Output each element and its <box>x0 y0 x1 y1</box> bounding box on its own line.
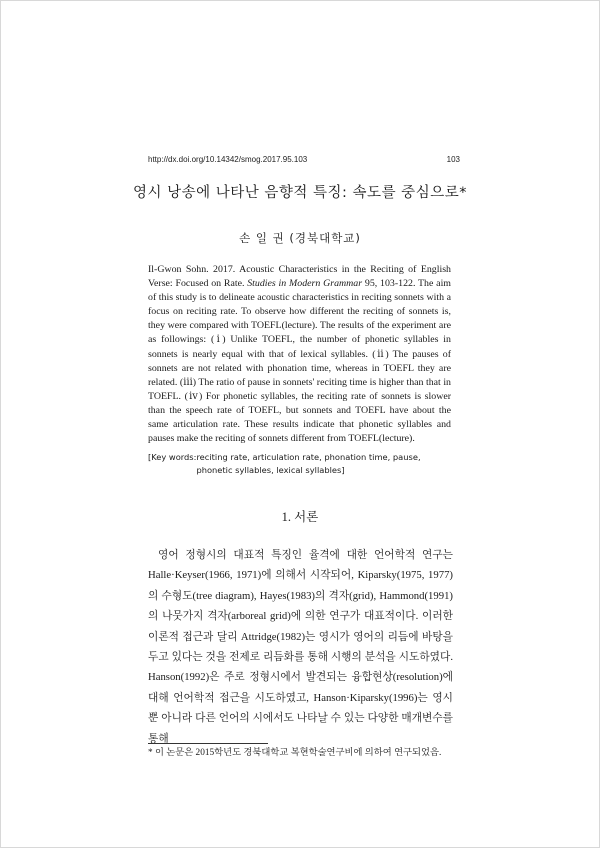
section-heading: 1. 서론 <box>281 510 319 524</box>
running-header <box>148 155 460 164</box>
abstract-citation: Il-Gwon Sohn. 2017. Acoustic Characteristics in the Reciting of English Verse: Focused on Rate. <box>148 264 451 290</box>
footnote: * 이 논문은 2015학년도 경북대학교 복현학술연구비에 의하여 연구되었음. <box>148 748 442 758</box>
page-number: 103 <box>446 155 460 164</box>
keywords-label: [Key words: <box>148 452 197 462</box>
doi-link[interactable]: http://dx.doi.org/10.14342/smog.2017.95.103 <box>148 155 308 164</box>
body-paragraph: 영어 정형시의 대표적 특징인 율격에 대한 언어학적 연구는 Halle·Keyser(1966, 1971)에 의해서 시작되어, Kiparsky(1975, 1977)의 수형도(tree diagram), Hayes(1983)의 격자(grid), Hammond(1991)의 나뭇가지 격자(arboreal grid)에 의한 연구가 대표적이다. 이러한 이론적 접근과 달리 Attridge(1982)는 영시가 영어의 리듬에 바탕을 두고 있다는 것을 전제로 리듬화를 통해 시행의 분석을 시도하였다. Hanson(1992)은 주로 정형시에서 발견되는 융합현상(resolution)에 대해 언어학적 접근을 시도하였고, Hanson·Kiparsky(1996)는 영시 뿐 아니라 다른 언어의 시에서도 나타날 수 있는 다양한 매개변수를 통해 <box>148 549 453 745</box>
author-line: 손 일 권 (경북대학교) <box>239 231 361 245</box>
paper-title: 영시 낭송에 나타난 음향적 특징: 속도를 중심으로* <box>133 185 467 201</box>
keywords-terms: reciting rate, articulation rate, phonation time, pause, phonetic syllables, lexical syllables] <box>196 452 421 475</box>
abstract <box>148 263 451 446</box>
footnote-divider <box>148 743 268 744</box>
journal-name: Studies in Modern Grammar <box>247 278 363 290</box>
abstract-body: 95, 103-122. The aim of this study is to delineate acoustic characteristics in reciting sonnets with a focus on reciting rate. To observe how different the reciting of sonnets is, they were compared with TOEFL(lecture). The results of the experiment are as followings: (ⅰ) Unlike TOEFL, the number of phonetic syllables in sonnets is nearly equal with that of lexical syllables. (ⅱ) The pauses of sonnets are not related with phonation time, whereas in TOEFL they are related. (ⅲ) The ratio of pause in sonnets' reciting time is higher than that in TOEFL. (ⅳ) For phonetic syllables, the reciting rate of sonnets is slower than the speech rate of TOEFL, but sonnets and TOEFL have about the same articulation rate. These results indicate that phonetic syllables and pauses make the reciting of sonnets different from TOEFL(lecture). <box>148 278 451 445</box>
keywords <box>148 451 451 477</box>
